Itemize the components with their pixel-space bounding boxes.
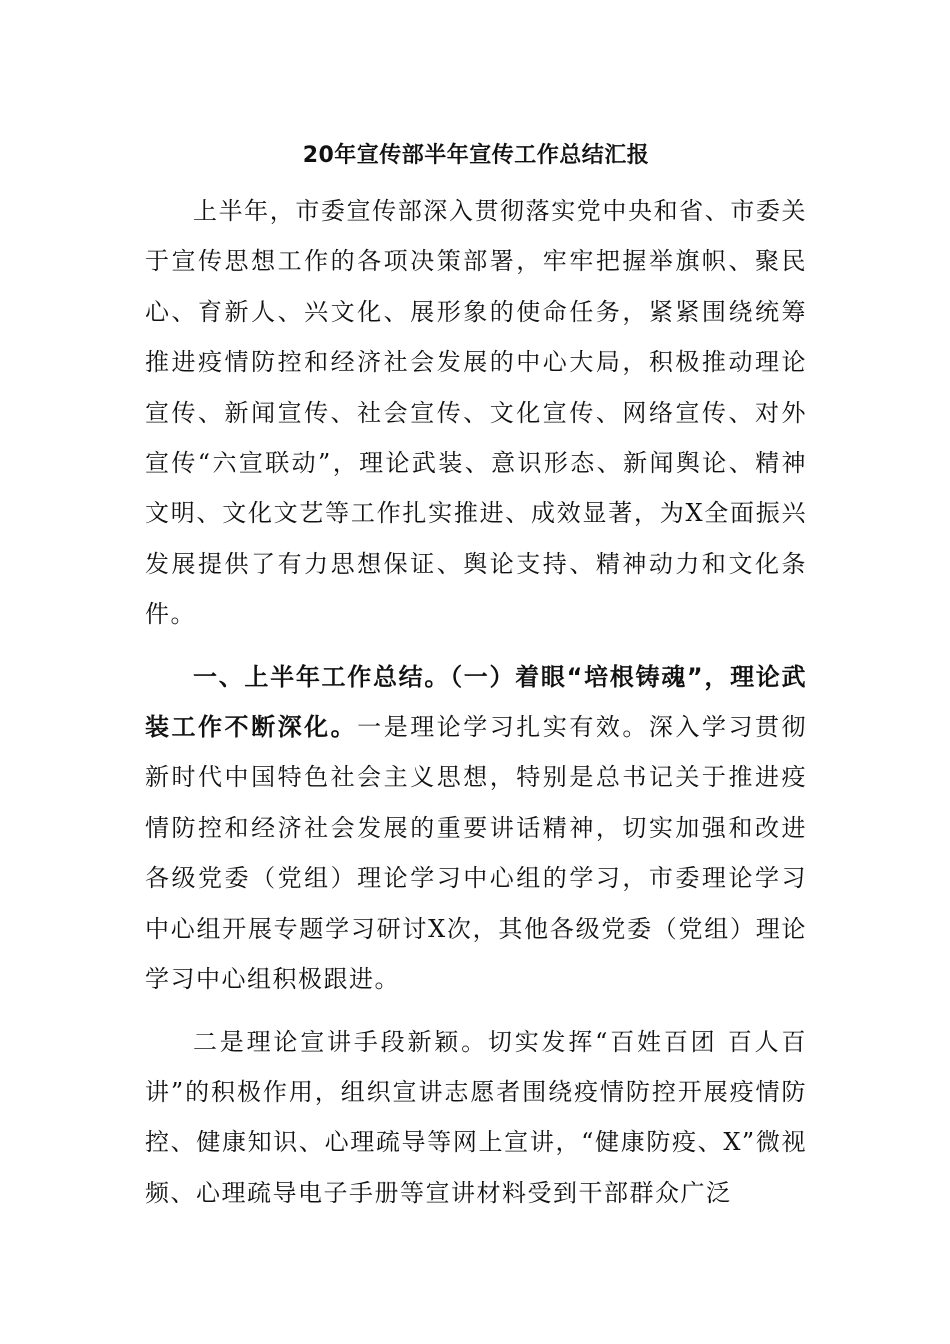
paragraph-point-two [145, 1017, 807, 1219]
paragraph-intro-text: 上半年，市委宣传部深入贯彻落实党中央和省、市委关于宣传思想工作的各项决策部署，牢牢把握举旗帜、聚民心、育新人、兴文化、展形象的使命任务，紧紧围绕统筹推进疫情防控和经济社会发展的中心大局，积极推动理论宣传、新闻宣传、社会宣传、文化宣传、网络宣传、对外宣传“六宣联动”，理论武装、意识形态、新闻舆论、精神文明、文化文艺等工作扎实推进、成效显著，为X全面振兴发展提供了有力思想保证、舆论支持、精神动力和文化条件。 [145, 197, 807, 629]
paragraph-section-one-text: 一是理论学习扎实有效。深入学习贯彻新时代中国特色社会主义思想，特别是总书记关于推进疫情防控和经济社会发展的重要讲话精神，切实加强和改进各级党委（党组）理论学习中心组的学习，市委理论学习中心组开展专题学习研讨X次，其他各级党委（党组）理论学习中心组积极跟进。 [145, 713, 808, 994]
document-page [145, 140, 807, 1218]
paragraph-point-two-text: 二是理论宣讲手段新颖。切实发挥“百姓百团 百人百讲”的积极作用，组织宣讲志愿者围绕疫情防控开展疫情防控、健康知识、心理疏导等网上宣讲，“健康防疫、X”微视频、心理疏导电子手册等宣讲材料受到干部群众广泛 [145, 1027, 807, 1207]
document-title: 20年宣传部半年宣传工作总结汇报 [302, 143, 650, 168]
paragraph-section-one [145, 652, 807, 1005]
section-heading: 一、上半年工作总结。（一）着眼“培根铸魂”，理论武装工作不断深化。 [145, 662, 807, 742]
paragraph-intro [145, 186, 807, 640]
